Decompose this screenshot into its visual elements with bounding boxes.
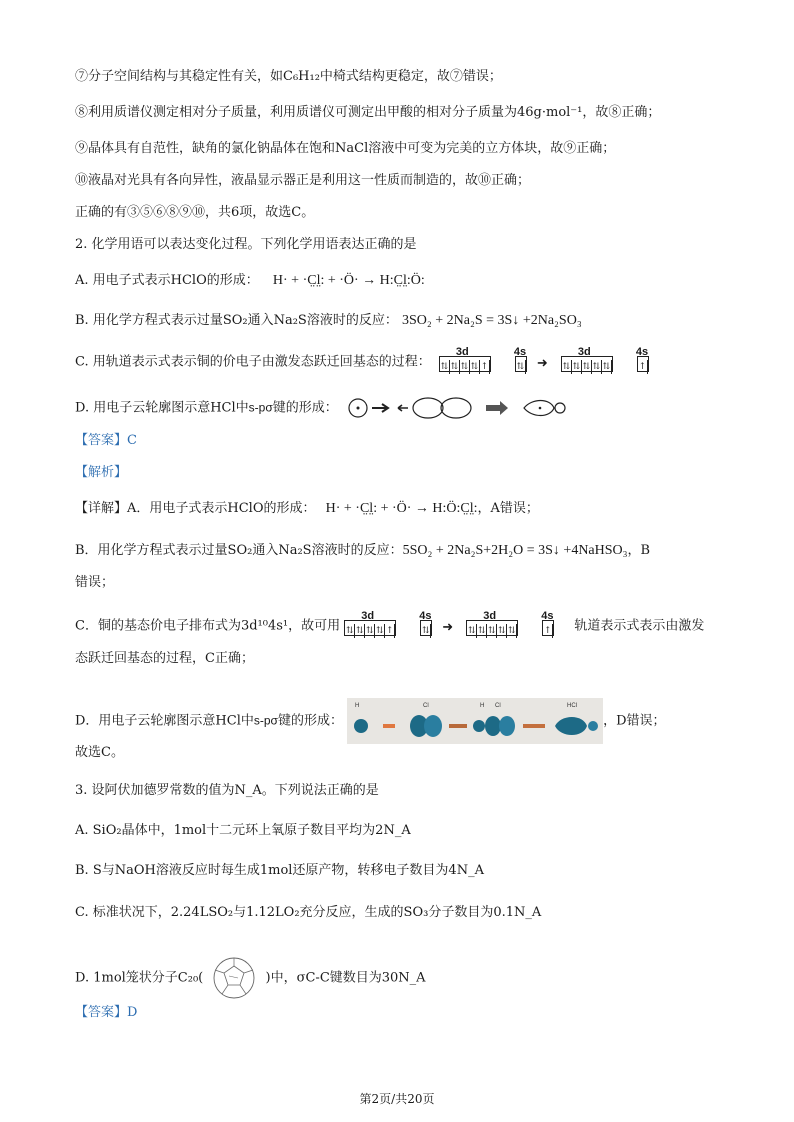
- q2-detail-a-formula: H· + ·C̤l̤: + ·Ö· → H:Ö:C̤l̤:: [325, 501, 478, 516]
- q3-d-post: )中，σC-C键数目为30N_A: [265, 970, 426, 986]
- q3-stem: 3. 设阿伏加德罗常数的值为N_A。下列说法正确的是: [75, 783, 379, 798]
- q3-option-b: B. S与NaOH溶液反应时每生成1mol还原产物，转移电子数目为4N_A: [75, 863, 484, 878]
- orbital-box-4s-ground: ↑ 4s: [542, 620, 554, 636]
- q2-d-text: D. 用电子云轮廓图示意HCl中: [75, 400, 249, 416]
- img-label-h2: H: [480, 703, 485, 709]
- arrow-icon: ➜: [442, 620, 454, 635]
- q2-detail-c-text: C．铜的基态价电子排布式为3d¹⁰4s¹，故可用: [75, 618, 341, 634]
- arrow-icon: ➜: [536, 356, 548, 371]
- hcl-bond-formation-image: [347, 698, 603, 744]
- q2-b-formula: 3SO₂ + 2Na₂S = 3S↓ +2Na₂SO₃: [401, 313, 582, 328]
- q2-detail-d: [75, 698, 666, 744]
- q2-analysis-label: 【解析】: [75, 465, 128, 480]
- q2-detail-c-tail: 轨道表示式表示由激发: [574, 618, 705, 634]
- orbital-diagram-excited-to-ground: [439, 346, 667, 372]
- q2-detail-d-tail: ，D错误；: [603, 713, 666, 729]
- q2-detail-b-tail: ，B: [627, 543, 651, 558]
- orbital-label-3d: 3d: [577, 346, 591, 358]
- orbital-label-4s: 4s: [513, 346, 527, 358]
- orbital-box-3d-ground: ⇅ ⇅ ⇅ ⇅ ⇅ 3d: [466, 620, 518, 636]
- orbital-label-4s: 4s: [541, 610, 554, 622]
- electron-cloud-outline-diagram: [346, 396, 576, 420]
- text-line-11: 正确的有③⑤⑥⑧⑨⑩，共6项，故选C。: [75, 205, 315, 220]
- orbital-box-4s-ground: ↑ 4s: [637, 356, 649, 372]
- q2-detail-c-wrap: 态跃迁回基态的过程，C正确；: [75, 651, 254, 666]
- orbital-box-3d-excited: ⇅ ⇅ ⇅ ⇅ ↑ 3d: [439, 356, 491, 372]
- text-line-9: ⑨晶体具有自范性，缺角的氯化钠晶体在饱和NaCl溶液中可变为完美的立方体块，故⑨正确；: [75, 141, 616, 156]
- q2-a-formula: H· + ·C̤l̤: + ·Ö· → H:C̤l̤:Ö:: [272, 273, 425, 288]
- q2-d-tail: 键的形成：: [272, 400, 338, 416]
- img-label-cl2: Cl: [495, 703, 501, 709]
- q2-stem: 2. 化学用语可以表达变化过程。下列化学用语表达正确的是: [75, 237, 417, 252]
- q3-option-d: [75, 956, 426, 1000]
- orbital-box-3d-ground: ⇅ ⇅ ⇅ ⇅ ⇅ 3d: [561, 356, 613, 372]
- q2-d-bond: s-pσ: [248, 400, 273, 415]
- orbital-label-3d: 3d: [483, 610, 497, 622]
- q2-detail-a-tail: ，A错误；: [477, 501, 539, 516]
- text-line-7: ⑦分子空间结构与其稳定性有关，如C₆H₁₂中椅式结构更稳定，故⑦错误；: [75, 69, 502, 84]
- q2-option-c: [75, 346, 667, 372]
- q3-answer: 【答案】D: [75, 1005, 138, 1020]
- c20-cage-molecule-icon: [207, 956, 261, 1000]
- q2-detail-a-text: 【详解】A．用电子式表示HClO的形成：: [75, 501, 316, 516]
- q2-answer: 【答案】C: [75, 433, 137, 448]
- orbital-label-3d: 3d: [455, 346, 469, 358]
- q2-detail-a: [75, 500, 539, 518]
- q3-d-pre: D. 1mol笼状分子C₂₀(: [75, 970, 204, 986]
- q2-detail-d-mid: 键的形成：: [277, 713, 343, 729]
- page-footer: 第2页/共20页: [359, 1092, 435, 1106]
- q2-option-d: [75, 396, 576, 420]
- q2-a-text: A. 用电子式表示HClO的形成：: [75, 273, 259, 288]
- q2-detail-b: [75, 542, 650, 560]
- q2-b-text: B. 用化学方程式表示过量SO₂通入Na₂S溶液时的反应：: [75, 313, 398, 328]
- q2-detail-d-text: D．用电子云轮廓图示意HCl中: [75, 713, 254, 729]
- orbital-box-4s-excited: ⇅ 4s: [515, 356, 527, 372]
- text-line-8: ⑧利用质谱仪测定相对分子质量，利用质谱仪可测定出甲酸的相对分子质量为46g·mol⁻¹，故⑧正确；: [75, 105, 661, 120]
- q2-detail-d-bond: s-pσ: [253, 713, 278, 728]
- img-label-h: H: [355, 703, 360, 709]
- orbital-box-3d-excited: ⇅ ⇅ ⇅ ⇅ ↑ 3d: [344, 620, 396, 636]
- q2-detail-b-text: B．用化学方程式表示过量SO₂通入Na₂S溶液时的反应：: [75, 543, 403, 558]
- q2-c-text: C. 用轨道表示式表示铜的价电子由激发态跃迁回基态的过程：: [75, 354, 431, 370]
- q3-option-a: A. SiO₂晶体中，1mol十二元环上氧原子数目平均为2N_A: [75, 823, 411, 838]
- q2-detail-b-formula: 5SO₂ + 2Na₂S+2H₂O = 3S↓ +4NaHSO₃: [402, 543, 628, 558]
- img-label-hcl: HCl: [567, 703, 578, 709]
- orbital-label-4s: 4s: [635, 346, 649, 358]
- img-label-cl: Cl: [423, 703, 429, 709]
- text-line-10: ⑩液晶对光具有各向异性，液晶显示器正是利用这一性质而制造的，故⑩正确；: [75, 173, 531, 188]
- orbital-label-3d: 3d: [361, 610, 375, 622]
- orbital-label-4s: 4s: [419, 610, 432, 622]
- q2-conclusion: 故选C。: [75, 745, 124, 760]
- orbital-diagram-detail: [344, 610, 570, 636]
- q2-detail-c: [75, 610, 705, 636]
- orbital-box-4s-excited: ⇅ 4s: [420, 620, 432, 636]
- q3-option-c: C. 标准状况下，2.24LSO₂与1.12LO₂充分反应，生成的SO₃分子数目为0.1N_A: [75, 905, 542, 920]
- q2-detail-b-wrap: 错误；: [75, 575, 115, 590]
- q2-option-b: [75, 312, 582, 330]
- q2-option-a: [75, 272, 425, 290]
